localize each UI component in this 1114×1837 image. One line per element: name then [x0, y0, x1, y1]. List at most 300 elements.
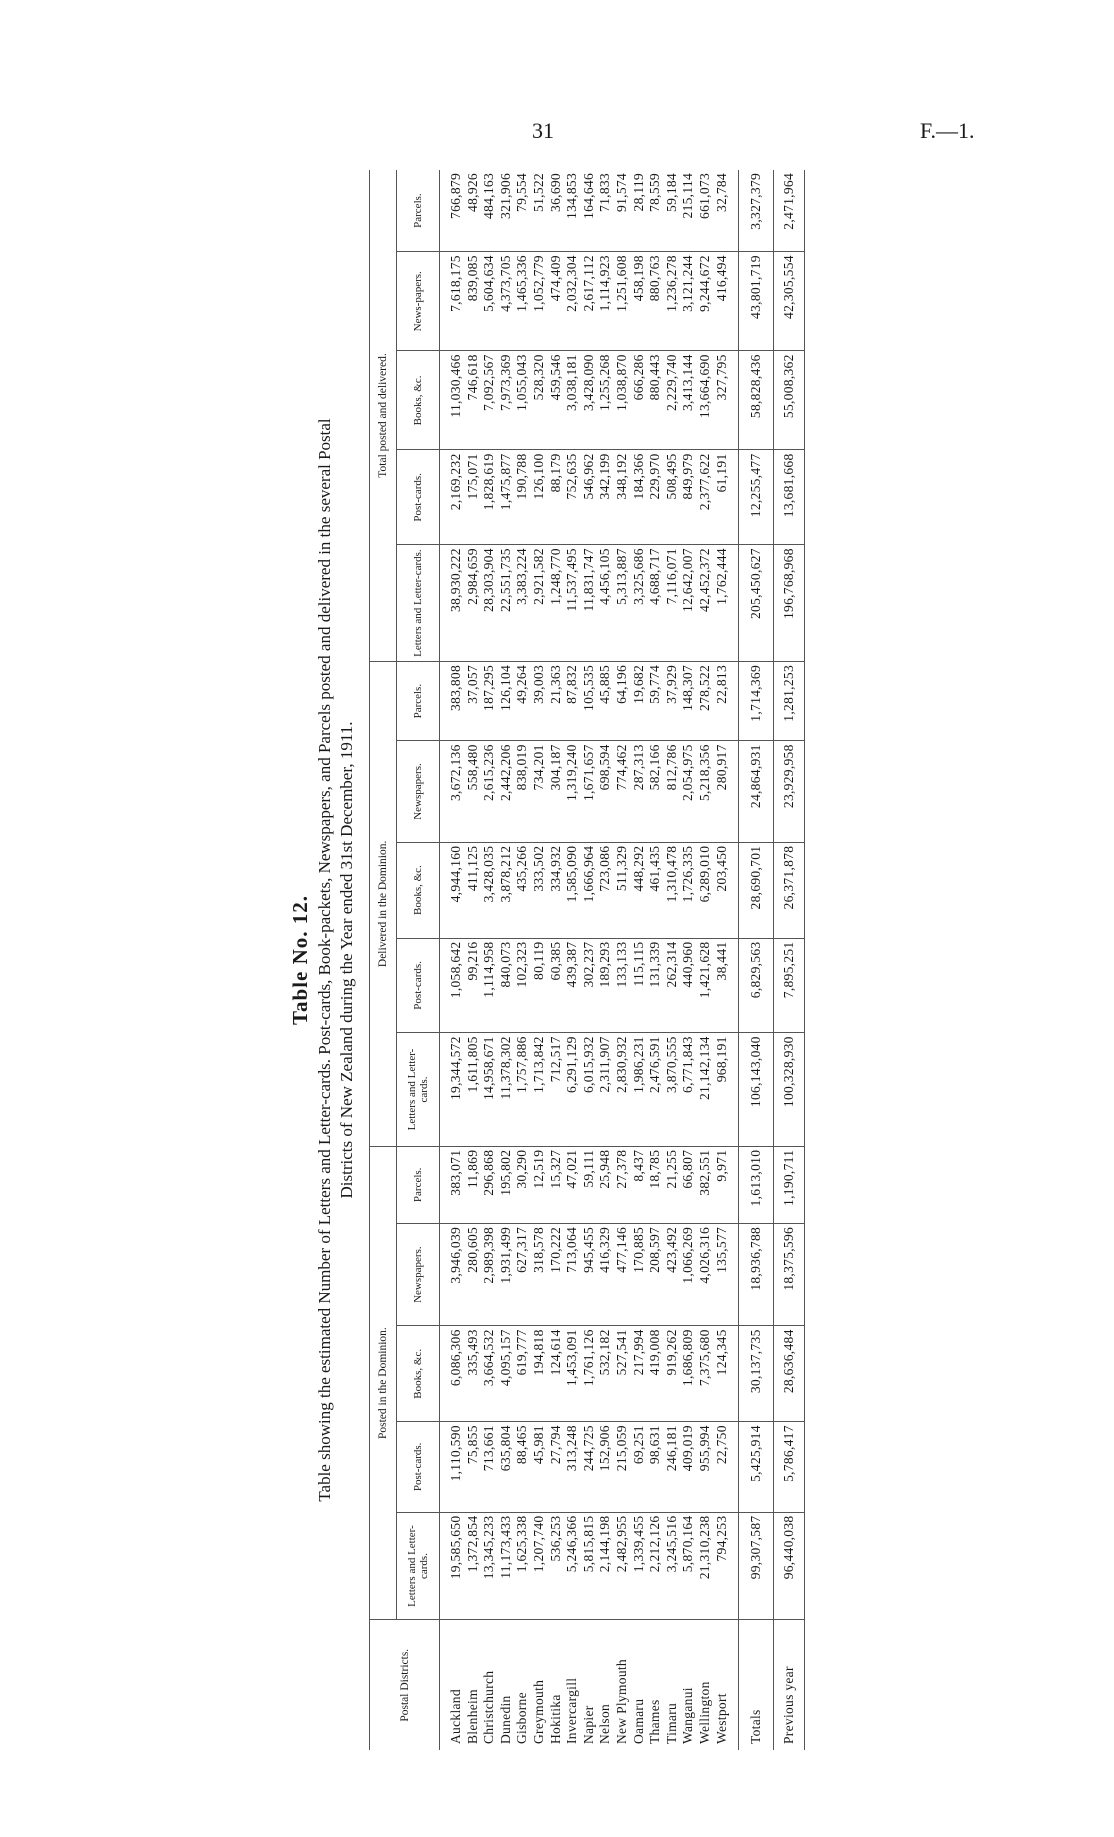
- table-subtitle-line2: Districts of New Zealand during the Year ended 31st December, 1911.: [337, 721, 356, 1199]
- posted-value: 25,948: [597, 1146, 614, 1223]
- district-name: Hokitika: [548, 1620, 565, 1750]
- table-row: [514, 170, 531, 1750]
- district-name: Totals: [739, 1620, 774, 1750]
- total-value: 839,085: [465, 252, 482, 351]
- total-value: 752,635: [564, 450, 581, 545]
- delivered-value: 440,960: [680, 938, 697, 1033]
- posted-value: 69,251: [631, 1422, 648, 1512]
- posted-value: 6,086,306: [440, 1326, 465, 1422]
- posted-value: 18,785: [647, 1146, 664, 1223]
- posted-value: 3,664,532: [481, 1326, 498, 1422]
- total-value: 2,229,740: [664, 351, 681, 450]
- total-value: 175,071: [465, 450, 482, 545]
- delivered-value: 411,125: [465, 842, 482, 938]
- posted-value: 5,246,366: [564, 1512, 581, 1620]
- delivered-value: 5,218,356: [697, 741, 714, 842]
- delivered-value: 1,114,958: [481, 938, 498, 1033]
- delivered-value: 1,585,090: [564, 842, 581, 938]
- posted-value: 59,111: [581, 1146, 598, 1223]
- table-row: [714, 170, 739, 1750]
- posted-value: 1,453,091: [564, 1326, 581, 1422]
- posted-value: 1,931,499: [498, 1223, 515, 1325]
- delivered-value: 133,133: [614, 938, 631, 1033]
- total-value: 416,494: [714, 252, 739, 351]
- posted-value: 1,339,455: [631, 1512, 648, 1620]
- total-value: 126,100: [531, 450, 548, 545]
- total-value: 3,428,090: [581, 351, 598, 450]
- delivered-value: 840,073: [498, 938, 515, 1033]
- delivered-value: 131,339: [647, 938, 664, 1033]
- delivered-value: 24,864,931: [739, 741, 774, 842]
- posted-value: 5,786,417: [774, 1422, 805, 1512]
- total-value: 4,373,705: [498, 252, 515, 351]
- posted-value: 713,064: [564, 1223, 581, 1325]
- delivered-value: 189,293: [597, 938, 614, 1033]
- delivered-value: 2,311,907: [597, 1033, 614, 1146]
- district-name: Timaru: [664, 1620, 681, 1750]
- total-value: 51,522: [530, 173, 546, 212]
- posted-value: 170,885: [631, 1223, 648, 1325]
- total-value: 36,690: [547, 173, 563, 212]
- column-header-total: Parcels.: [397, 170, 440, 252]
- total-value: 2,377,622: [697, 450, 714, 545]
- total-value: 11,831,747: [581, 545, 598, 662]
- column-header-posted: Newspapers.: [397, 1223, 440, 1325]
- posted-value: 713,661: [481, 1422, 498, 1512]
- previous-year-row: [774, 170, 805, 1750]
- total-value: 1,762,444: [714, 545, 739, 662]
- posted-value: 13,345,233: [481, 1512, 498, 1620]
- posted-value: 409,019: [680, 1422, 697, 1512]
- total-value: 58,828,436: [739, 351, 774, 450]
- delivered-value: 435,266: [514, 842, 531, 938]
- delivered-value: 3,870,555: [664, 1033, 681, 1146]
- district-name: Blenheim: [465, 1620, 482, 1750]
- delivered-value: 1,986,231: [631, 1033, 648, 1146]
- posted-value: 2,989,398: [481, 1223, 498, 1325]
- posted-value: 75,855: [465, 1422, 482, 1512]
- posted-value: 1,761,126: [581, 1326, 598, 1422]
- district-name: Previous year: [774, 1620, 805, 1750]
- delivered-value: 511,329: [614, 842, 631, 938]
- delivered-value: 439,387: [564, 938, 581, 1033]
- delivered-value: 1,671,657: [581, 741, 598, 842]
- delivered-value: 187,295: [481, 661, 498, 740]
- posted-value: 215,059: [614, 1422, 631, 1512]
- total-value: 190,788: [514, 450, 531, 545]
- delivered-value: 22,813: [714, 661, 739, 740]
- total-value: 458,198: [631, 252, 648, 351]
- delivered-value: 2,615,236: [481, 741, 498, 842]
- total-value: 1,828,619: [481, 450, 498, 545]
- column-header-posted: Post-cards.: [397, 1422, 440, 1512]
- posted-value: 1,066,269: [680, 1223, 697, 1325]
- posted-value: 280,605: [465, 1223, 482, 1325]
- delivered-value: 6,829,563: [739, 938, 774, 1033]
- posted-value: 8,437: [631, 1146, 648, 1223]
- posted-value: 246,181: [664, 1422, 681, 1512]
- total-value: 528,320: [531, 351, 548, 450]
- delivered-value: 3,428,035: [481, 842, 498, 938]
- total-value: 2,471,964: [774, 170, 805, 252]
- posted-value: 99,307,587: [739, 1512, 774, 1620]
- delivered-value: 1,726,335: [680, 842, 697, 938]
- total-value: 7,116,071: [664, 545, 681, 662]
- total-value: 42,452,372: [697, 545, 714, 662]
- posted-value: 88,465: [514, 1422, 531, 1512]
- total-value: 474,409: [548, 252, 565, 351]
- total-value: 1,251,608: [614, 252, 631, 351]
- total-value: 1,475,877: [498, 450, 515, 545]
- total-value: 43,801,719: [739, 252, 774, 351]
- total-value: 71,833: [597, 173, 613, 212]
- delivered-value: 1,757,886: [514, 1033, 531, 1146]
- posted-value: 21,310,238: [697, 1512, 714, 1620]
- district-name: New Plymouth: [614, 1620, 631, 1750]
- posted-value: 47,021: [564, 1146, 581, 1223]
- delivered-value: 334,932: [548, 842, 565, 938]
- total-value: 13,664,690: [697, 351, 714, 450]
- total-value: 134,853: [564, 173, 580, 219]
- group-header-delivered: Delivered in the Dominion.: [370, 661, 397, 1146]
- posted-value: 11,869: [465, 1146, 482, 1223]
- delivered-value: 1,611,805: [465, 1033, 482, 1146]
- total-value: 7,092,567: [481, 351, 498, 450]
- total-value: 3,413,144: [680, 351, 697, 450]
- posted-value: 313,248: [564, 1422, 581, 1512]
- posted-value: 18,375,596: [774, 1223, 805, 1325]
- delivered-value: 19,682: [631, 661, 648, 740]
- posted-value: 96,440,038: [774, 1512, 805, 1620]
- district-header: Postal Districts.: [370, 1620, 440, 1750]
- total-value: 215,114: [680, 173, 696, 219]
- posted-value: 1,686,809: [680, 1326, 697, 1422]
- posted-value: 1,613,010: [739, 1146, 774, 1223]
- posted-value: 1,625,338: [514, 1512, 531, 1620]
- posted-value: 477,146: [614, 1223, 631, 1325]
- posted-value: 194,818: [531, 1326, 548, 1422]
- total-value: 321,906: [497, 173, 513, 219]
- total-value: 48,926: [464, 173, 480, 212]
- total-value: 3,383,224: [514, 545, 531, 662]
- total-value: 1,052,779: [531, 252, 548, 351]
- delivered-value: 45,885: [597, 661, 614, 740]
- total-value: 12,255,477: [739, 450, 774, 545]
- total-value: 7,618,175: [440, 252, 465, 351]
- posted-value: 4,095,157: [498, 1326, 515, 1422]
- delivered-value: 126,104: [498, 661, 515, 740]
- delivered-value: 302,237: [581, 938, 598, 1033]
- posted-value: 423,492: [664, 1223, 681, 1325]
- total-value: 2,617,112: [581, 252, 598, 351]
- total-value: 327,795: [714, 351, 739, 450]
- delivered-value: 712,517: [548, 1033, 565, 1146]
- total-value: 205,450,627: [739, 545, 774, 662]
- total-value: 184,366: [631, 450, 648, 545]
- total-value: 3,325,686: [631, 545, 648, 662]
- total-value: 11,537,495: [564, 545, 581, 662]
- rotated-table-block: [285, 170, 805, 1750]
- total-value: 484,163: [481, 173, 497, 219]
- delivered-value: 14,958,671: [481, 1033, 498, 1146]
- district-name: Invercargill: [564, 1620, 581, 1750]
- delivered-value: 37,057: [465, 661, 482, 740]
- delivered-value: 2,442,206: [498, 741, 515, 842]
- column-header-delivered: Books, &c.: [397, 842, 440, 938]
- total-value: 666,286: [631, 351, 648, 450]
- total-value: 32,784: [713, 173, 729, 212]
- delivered-value: 1,713,842: [531, 1033, 548, 1146]
- column-header-total: Post-cards.: [397, 450, 440, 545]
- posted-value: 28,636,484: [774, 1326, 805, 1422]
- posted-value: 7,375,680: [697, 1326, 714, 1422]
- total-value: 4,688,717: [647, 545, 664, 662]
- posted-value: 18,936,788: [739, 1223, 774, 1325]
- total-value: 91,574: [613, 173, 629, 212]
- table-row: [697, 170, 714, 1750]
- district-name: Greymouth: [531, 1620, 548, 1750]
- total-value: 13,681,668: [774, 450, 805, 545]
- posted-value: 383,071: [440, 1146, 465, 1223]
- delivered-value: 19,344,572: [440, 1033, 465, 1146]
- posted-value: 1,190,711: [774, 1146, 805, 1223]
- total-value: 849,979: [680, 450, 697, 545]
- total-value: 164,646: [580, 173, 596, 219]
- posted-value: 195,802: [498, 1146, 515, 1223]
- district-name: Thames: [647, 1620, 664, 1750]
- total-value: 5,313,887: [614, 545, 631, 662]
- district-name: Wellington: [697, 1620, 714, 1750]
- delivered-value: 1,421,628: [697, 938, 714, 1033]
- posted-value: 27,794: [548, 1422, 565, 1512]
- posted-value: 15,327: [548, 1146, 565, 1223]
- total-value: 196,768,968: [774, 545, 805, 662]
- total-value: 766,879: [448, 173, 463, 219]
- posted-value: 30,137,735: [739, 1326, 774, 1422]
- table-subtitle-line1: Table showing the estimated Number of Letters and Letter-cards. Post-cards, Book-packets, Newspapers, and Parcels posted and delivered in the several Postal: [315, 418, 334, 1502]
- table-row: [597, 170, 614, 1750]
- total-value: 9,244,672: [697, 252, 714, 351]
- delivered-value: 582,166: [647, 741, 664, 842]
- delivered-value: 2,830,932: [614, 1033, 631, 1146]
- delivered-value: 87,832: [564, 661, 581, 740]
- delivered-value: 64,196: [614, 661, 631, 740]
- delivered-value: 1,319,240: [564, 741, 581, 842]
- delivered-value: 6,771,843: [680, 1033, 697, 1146]
- posted-value: 919,262: [664, 1326, 681, 1422]
- total-value: 61,191: [714, 450, 739, 545]
- posted-value: 5,870,164: [680, 1512, 697, 1620]
- total-value: 1,248,770: [548, 545, 565, 662]
- district-name: Nelson: [597, 1620, 614, 1750]
- delivered-value: 1,058,642: [440, 938, 465, 1033]
- posted-value: 2,144,198: [597, 1512, 614, 1620]
- table-row: [581, 170, 598, 1750]
- district-name: Oamaru: [631, 1620, 648, 1750]
- total-value: 459,546: [548, 351, 565, 450]
- posted-value: 1,372,854: [465, 1512, 482, 1620]
- posted-value: 2,482,955: [614, 1512, 631, 1620]
- posted-value: 12,519: [531, 1146, 548, 1223]
- delivered-value: 106,143,040: [739, 1033, 774, 1146]
- total-value: 661,073: [696, 173, 712, 219]
- table-row: [664, 170, 681, 1750]
- delivered-value: 448,292: [631, 842, 648, 938]
- delivered-value: 280,917: [714, 741, 739, 842]
- group-header-posted: Posted in the Dominion.: [370, 1146, 397, 1620]
- total-value: 880,443: [647, 351, 664, 450]
- delivered-value: 278,522: [697, 661, 714, 740]
- posted-value: 30,290: [514, 1146, 531, 1223]
- delivered-value: 203,450: [714, 842, 739, 938]
- posted-value: 21,255: [664, 1146, 681, 1223]
- posted-value: 532,182: [597, 1326, 614, 1422]
- delivered-value: 21,142,134: [697, 1033, 714, 1146]
- delivered-value: 383,808: [440, 661, 465, 740]
- delivered-value: 262,314: [664, 938, 681, 1033]
- total-value: 28,303,904: [481, 545, 498, 662]
- posted-value: 22,750: [714, 1422, 739, 1512]
- table-row: [440, 170, 465, 1750]
- delivered-value: 698,594: [597, 741, 614, 842]
- column-header-posted: Parcels.: [397, 1146, 440, 1223]
- posted-value: 1,207,740: [531, 1512, 548, 1620]
- total-value: 12,642,007: [680, 545, 697, 662]
- posted-value: 124,614: [548, 1326, 565, 1422]
- delivered-value: 6,015,932: [581, 1033, 598, 1146]
- district-name: Wanganui: [680, 1620, 697, 1750]
- total-value: 2,984,659: [465, 545, 482, 662]
- delivered-value: 102,323: [514, 938, 531, 1033]
- delivered-value: 287,313: [631, 741, 648, 842]
- total-value: 11,030,466: [440, 351, 465, 450]
- posted-value: 170,222: [548, 1223, 565, 1325]
- delivered-value: 80,119: [531, 938, 548, 1033]
- total-value: 229,970: [647, 450, 664, 545]
- posted-value: 382,551: [697, 1146, 714, 1223]
- posted-value: 5,815,815: [581, 1512, 598, 1620]
- posted-value: 635,804: [498, 1422, 515, 1512]
- table-row: [498, 170, 515, 1750]
- total-value: 22,551,735: [498, 545, 515, 662]
- posted-value: 5,425,914: [739, 1422, 774, 1512]
- posted-value: 217,994: [631, 1326, 648, 1422]
- delivered-value: 49,264: [514, 661, 531, 740]
- total-value: 2,169,232: [440, 450, 465, 545]
- posted-value: 2,212,126: [647, 1512, 664, 1620]
- delivered-value: 6,289,010: [697, 842, 714, 938]
- column-header-posted: Books, &c.: [397, 1326, 440, 1422]
- delivered-value: 2,054,975: [680, 741, 697, 842]
- posted-value: 66,807: [680, 1146, 697, 1223]
- posted-value: 11,173,433: [498, 1512, 515, 1620]
- delivered-value: 1,281,253: [774, 661, 805, 740]
- delivered-value: 774,462: [614, 741, 631, 842]
- delivered-value: 461,435: [647, 842, 664, 938]
- delivered-value: 100,328,930: [774, 1033, 805, 1146]
- posted-value: 419,008: [647, 1326, 664, 1422]
- posted-value: 135,577: [714, 1223, 739, 1325]
- column-header-delivered: Letters and Letter-cards.: [397, 1033, 440, 1146]
- delivered-value: 26,371,878: [774, 842, 805, 938]
- data-table: [369, 170, 805, 1750]
- posted-value: 244,725: [581, 1422, 598, 1512]
- table-row: [564, 170, 581, 1750]
- total-value: 79,554: [514, 173, 530, 212]
- total-value: 78,559: [647, 173, 663, 212]
- posted-value: 3,245,516: [664, 1512, 681, 1620]
- total-value: 42,305,554: [774, 252, 805, 351]
- total-value: 1,114,923: [597, 252, 614, 351]
- total-value: 342,199: [597, 450, 614, 545]
- district-name: Westport: [714, 1620, 739, 1750]
- column-header-total: Letters and Letter-cards.: [397, 545, 440, 662]
- column-header-delivered: Parcels.: [397, 661, 440, 740]
- total-value: 38,930,222: [440, 545, 465, 662]
- delivered-value: 3,878,212: [498, 842, 515, 938]
- delivered-value: 558,480: [465, 741, 482, 842]
- delivered-value: 99,216: [465, 938, 482, 1033]
- delivered-value: 1,310,478: [664, 842, 681, 938]
- posted-value: 19,585,650: [440, 1512, 465, 1620]
- posted-value: 619,777: [514, 1326, 531, 1422]
- page-number: 31: [532, 118, 554, 143]
- total-value: 5,604,634: [481, 252, 498, 351]
- delivered-value: 21,363: [548, 661, 565, 740]
- total-value: 1,055,043: [514, 351, 531, 450]
- posted-value: 318,578: [531, 1223, 548, 1325]
- delivered-value: 1,714,369: [739, 661, 774, 740]
- posted-value: 416,329: [597, 1223, 614, 1325]
- posted-value: 527,541: [614, 1326, 631, 1422]
- delivered-value: 968,191: [714, 1033, 739, 1146]
- posted-value: 9,971: [714, 1146, 739, 1223]
- delivered-value: 304,187: [548, 741, 565, 842]
- total-value: 88,179: [548, 450, 565, 545]
- delivered-value: 7,895,251: [774, 938, 805, 1033]
- total-value: 3,327,379: [739, 170, 774, 252]
- table-row: [614, 170, 631, 1750]
- table-row: [481, 170, 498, 1750]
- district-name: Auckland: [440, 1620, 465, 1750]
- district-name: Dunedin: [498, 1620, 515, 1750]
- delivered-value: 2,476,591: [647, 1033, 664, 1146]
- posted-value: 4,026,316: [697, 1223, 714, 1325]
- delivered-value: 4,944,160: [440, 842, 465, 938]
- delivered-value: 59,774: [647, 661, 664, 740]
- total-value: 7,973,369: [498, 351, 515, 450]
- column-header-total: Books, &c.: [397, 351, 440, 450]
- posted-value: 627,317: [514, 1223, 531, 1325]
- posted-value: 1,110,590: [440, 1422, 465, 1512]
- group-header-total: Total posted and delivered.: [370, 170, 397, 661]
- table-row: [647, 170, 664, 1750]
- total-value: 508,495: [664, 450, 681, 545]
- total-value: 546,962: [581, 450, 598, 545]
- delivered-value: 23,929,958: [774, 741, 805, 842]
- district-name: Christchurch: [481, 1620, 498, 1750]
- delivered-value: 734,201: [531, 741, 548, 842]
- total-value: 4,456,105: [597, 545, 614, 662]
- table-row: [548, 170, 565, 1750]
- column-header-delivered: Post-cards.: [397, 938, 440, 1033]
- delivered-value: 723,086: [597, 842, 614, 938]
- delivered-value: 37,929: [664, 661, 681, 740]
- delivered-value: 6,291,129: [564, 1033, 581, 1146]
- delivered-value: 1,666,964: [581, 842, 598, 938]
- total-value: 1,236,278: [664, 252, 681, 351]
- delivered-value: 39,003: [531, 661, 548, 740]
